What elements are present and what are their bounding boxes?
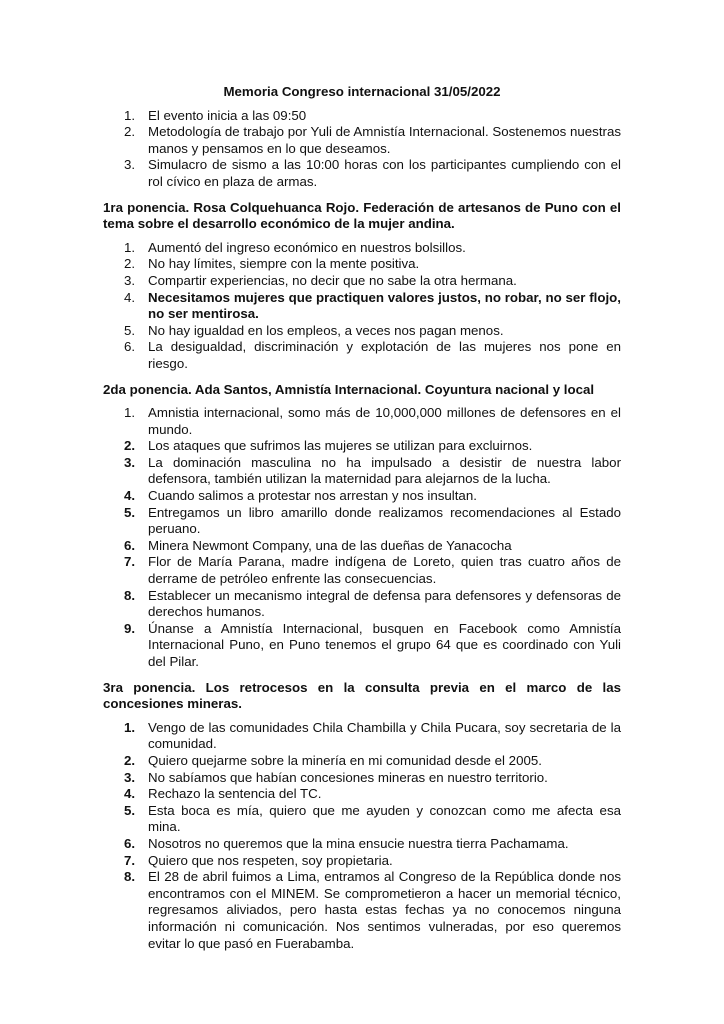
list-item — [103, 438, 621, 455]
list-item — [103, 455, 621, 488]
list-number: 4. — [124, 488, 136, 504]
list-item — [103, 256, 621, 273]
list-text: Vengo de las comunidades Chila Chambilla y Chila Pucara, soy secretaria de la comunidad. — [148, 719, 621, 752]
list-number: 5. — [124, 504, 136, 520]
list-item — [103, 157, 621, 190]
list-number: 7. — [124, 554, 136, 570]
list-number: 5. — [124, 802, 136, 818]
list-text: Únanse a Amnistía Internacional, busquen en Facebook como Amnistía Internacional Puno, en Puno tenemos el grupo 64 que es coordinado con Yuli del Pilar. — [148, 620, 621, 669]
list-item — [103, 786, 621, 803]
list-number: 1. — [124, 107, 136, 123]
list-item — [103, 836, 621, 853]
list-item — [103, 108, 621, 125]
list-text: No hay igualdad en los empleos, a veces nos pagan menos. — [148, 322, 504, 338]
list-text: Rechazo la sentencia del TC. — [148, 786, 322, 802]
list-number: 4. — [124, 786, 136, 802]
list-number: 6. — [124, 339, 136, 355]
list-item — [103, 538, 621, 555]
list-text: Aumentó del ingreso económico en nuestros bolsillos. — [148, 239, 466, 255]
list-text: Minera Newmont Company, una de las dueñas de Yanacocha — [148, 537, 512, 553]
list-number: 6. — [124, 835, 136, 851]
list-number: 1. — [124, 405, 136, 421]
list-number: 2. — [124, 438, 136, 454]
list-text: La dominación masculina no ha impulsado a desistir de nuestra labor defensora, también utilizan la maternidad para alejarnos de la lucha. — [148, 454, 621, 487]
list-item — [103, 488, 621, 505]
list-number: 9. — [124, 620, 136, 636]
list-number: 8. — [124, 587, 136, 603]
list-item — [103, 554, 621, 587]
section-heading-3: 3ra ponencia. Los retrocesos en la consulta previa en el marco de las concesiones mineras. — [103, 679, 621, 712]
list-text: Quiero que nos respeten, soy propietaria. — [148, 852, 393, 868]
list-text: Los ataques que sufrimos las mujeres se utilizan para excluirnos. — [148, 438, 533, 454]
list-item — [103, 505, 621, 538]
list-text: Entregamos un libro amarillo donde realizamos recomendaciones al Estado peruano. — [148, 504, 621, 537]
list-text: Compartir experiencias, no decir que no sabe la otra hermana. — [148, 272, 517, 288]
list-item — [103, 273, 621, 290]
list-text: No hay límites, siempre con la mente positiva. — [148, 256, 420, 272]
list-number: 3. — [124, 454, 136, 470]
list-item — [103, 323, 621, 340]
list-text: El 28 de abril fuimos a Lima, entramos al Congreso de la República donde nos encontramos con el MINEM. Se comprometieron a hacer un memorial técnico, regresamos aliviados, pero hasta estas fechas ya no conocemos ninguna información ni comunicación. Nos sentimos vulneradas, por eso queremos evitar lo que pasó en Fuerabamba. — [148, 869, 621, 951]
list-text: Quiero quejarme sobre la minería en mi comunidad desde el 2005. — [148, 752, 542, 768]
list-text: El evento inicia a las 09:50 — [148, 107, 307, 123]
section-3-list — [103, 720, 621, 952]
section-heading-2: 2da ponencia. Ada Santos, Amnistía Internacional. Coyuntura nacional y local — [103, 381, 595, 397]
list-item — [103, 588, 621, 621]
list-number: 8. — [124, 869, 136, 885]
list-item — [103, 869, 621, 952]
list-text: Necesitamos mujeres que practiquen valores justos, no robar, no ser flojo, no ser mentirosa. — [148, 289, 621, 322]
list-item — [103, 720, 621, 753]
list-text: Simulacro de sismo a las 10:00 horas con los participantes cumpliendo con el rol cívico en plaza de armas. — [148, 157, 621, 189]
list-text: Amnistia internacional, somo más de 10,000,000 millones de defensores en el mundo. — [148, 405, 621, 437]
page-title: Memoria Congreso internacional 31/05/2022 — [223, 84, 501, 99]
list-text: La desigualdad, discriminación y explotación de las mujeres nos pone en riesgo. — [148, 339, 621, 371]
list-number: 3. — [124, 157, 136, 173]
list-item — [103, 290, 621, 323]
list-number: 7. — [124, 852, 136, 868]
list-number: 6. — [124, 537, 136, 553]
list-number: 2. — [124, 124, 136, 140]
section-heading-1: 1ra ponencia. Rosa Colquehuanca Rojo. Federación de artesanos de Puno con el tema sobre el desarrollo económico de la mujer andina. — [103, 199, 621, 232]
list-item — [103, 621, 621, 671]
list-item — [103, 339, 621, 372]
list-number: 3. — [124, 272, 136, 288]
list-text: Establecer un mecanismo integral de defensa para defensores y defensoras de derechos humanos. — [148, 587, 621, 620]
list-item — [103, 853, 621, 870]
section-2-list — [103, 405, 621, 671]
list-number: 5. — [124, 322, 136, 338]
list-text: Flor de María Parana, madre indígena de Loreto, quien tras cuatro años de derrame de petróleo enfrente las consecuencias. — [148, 554, 621, 587]
list-item — [103, 753, 621, 770]
section-1-list — [103, 240, 621, 373]
list-item — [103, 405, 621, 438]
list-text: Esta boca es mía, quiero que me ayuden y conozcan como me afecta esa mina. — [148, 802, 621, 835]
list-number: 4. — [124, 289, 136, 305]
list-number: 2. — [124, 752, 136, 768]
list-number: 1. — [124, 239, 136, 255]
intro-list — [103, 108, 621, 191]
list-text: Metodología de trabajo por Yuli de Amnistía Internacional. Sostenemos nuestras manos y pensamos en lo que deseamos. — [148, 124, 621, 156]
list-number: 3. — [124, 769, 136, 785]
list-text: No sabíamos que habían concesiones mineras en nuestro territorio. — [148, 769, 548, 785]
list-item — [103, 803, 621, 836]
list-number: 2. — [124, 256, 136, 272]
list-number: 1. — [124, 719, 136, 735]
list-item — [103, 770, 621, 787]
list-item — [103, 124, 621, 157]
list-item — [103, 240, 621, 257]
list-text: Cuando salimos a protestar nos arrestan y nos insultan. — [148, 488, 477, 504]
list-text: Nosotros no queremos que la mina ensucie nuestra tierra Pachamama. — [148, 835, 569, 851]
